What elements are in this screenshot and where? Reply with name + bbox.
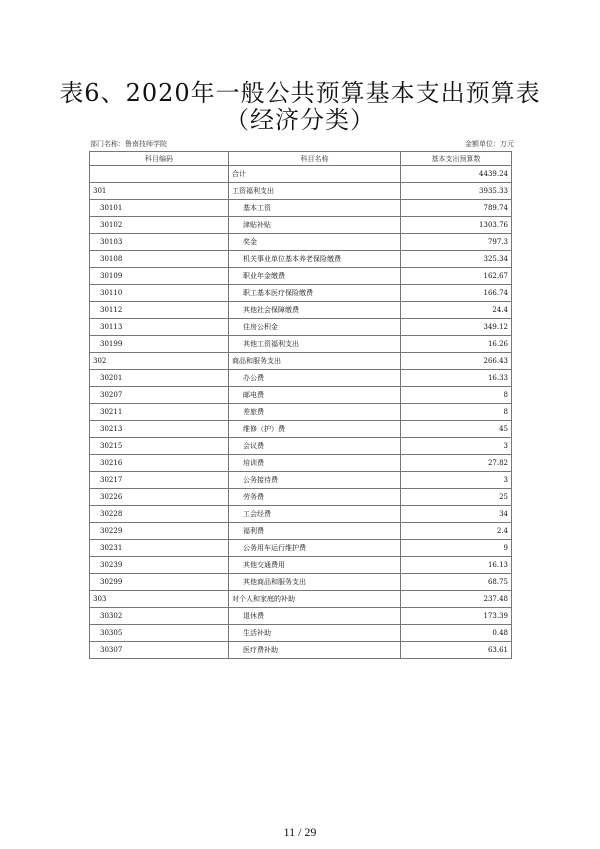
cell-name: 奖金 xyxy=(229,234,401,251)
table-header-row xyxy=(90,152,512,166)
cell-amount: 162.67 xyxy=(401,268,512,285)
table-row xyxy=(90,183,512,200)
budget-table xyxy=(89,151,512,659)
table-row xyxy=(90,540,512,557)
cell-code: 30199 xyxy=(90,336,229,353)
cell-name: 机关事业单位基本养老保险缴费 xyxy=(229,251,401,268)
cell-name: 会议费 xyxy=(229,438,401,455)
cell-amount: 166.74 xyxy=(401,285,512,302)
cell-code xyxy=(90,166,229,183)
header-name: 科目名称 xyxy=(229,152,401,166)
cell-amount: 2.4 xyxy=(401,523,512,540)
cell-amount: 3 xyxy=(401,472,512,489)
cell-name: 医疗费补助 xyxy=(229,642,401,659)
cell-name: 福利费 xyxy=(229,523,401,540)
table-row xyxy=(90,234,512,251)
table-row xyxy=(90,336,512,353)
cell-name: 职工基本医疗保险缴费 xyxy=(229,285,401,302)
table-row xyxy=(90,506,512,523)
cell-code: 30110 xyxy=(90,285,229,302)
cell-code: 30103 xyxy=(90,234,229,251)
table-row xyxy=(90,370,512,387)
cell-name: 公务用车运行维护费 xyxy=(229,540,401,557)
department-label: 部门名称：鲁南技师学院 xyxy=(90,140,167,148)
table-row xyxy=(90,557,512,574)
table-row xyxy=(90,251,512,268)
cell-amount: 68.75 xyxy=(401,574,512,591)
document-title xyxy=(0,80,600,134)
table-row xyxy=(90,387,512,404)
cell-code: 30299 xyxy=(90,574,229,591)
cell-name: 其他商品和服务支出 xyxy=(229,574,401,591)
cell-name: 合计 xyxy=(229,166,401,183)
table-row xyxy=(90,489,512,506)
table-row xyxy=(90,319,512,336)
cell-code: 30101 xyxy=(90,200,229,217)
cell-amount: 325.34 xyxy=(401,251,512,268)
cell-code: 302 xyxy=(90,353,229,370)
page-number: 11 / 29 xyxy=(283,825,317,839)
table-body xyxy=(90,166,512,659)
cell-amount: 4439.24 xyxy=(401,166,512,183)
cell-code: 30307 xyxy=(90,642,229,659)
cell-amount: 24.4 xyxy=(401,302,512,319)
cell-name: 生活补助 xyxy=(229,625,401,642)
cell-name: 工资福利支出 xyxy=(229,183,401,200)
cell-amount: 27.82 xyxy=(401,455,512,472)
cell-name: 培训费 xyxy=(229,455,401,472)
cell-amount: 25 xyxy=(401,489,512,506)
cell-code: 303 xyxy=(90,591,229,608)
cell-amount: 8 xyxy=(401,404,512,421)
cell-name: 职业年金缴费 xyxy=(229,268,401,285)
cell-code: 30102 xyxy=(90,217,229,234)
table-row xyxy=(90,285,512,302)
cell-code: 30215 xyxy=(90,438,229,455)
table-row xyxy=(90,353,512,370)
cell-code: 30207 xyxy=(90,387,229,404)
cell-code: 30217 xyxy=(90,472,229,489)
cell-code: 30239 xyxy=(90,557,229,574)
table-row xyxy=(90,455,512,472)
cell-amount: 0.48 xyxy=(401,625,512,642)
table-row xyxy=(90,574,512,591)
cell-name: 公务接待费 xyxy=(229,472,401,489)
table-row xyxy=(90,302,512,319)
cell-name: 邮电费 xyxy=(229,387,401,404)
table-row xyxy=(90,472,512,489)
cell-name: 退休费 xyxy=(229,608,401,625)
cell-code: 30108 xyxy=(90,251,229,268)
cell-amount: 1303.76 xyxy=(401,217,512,234)
cell-amount: 3 xyxy=(401,438,512,455)
cell-name: 基本工资 xyxy=(229,200,401,217)
unit-label: 金额单位：万元 xyxy=(465,140,514,148)
table-row xyxy=(90,421,512,438)
cell-amount: 9 xyxy=(401,540,512,557)
cell-name: 对个人和家庭的补助 xyxy=(229,591,401,608)
cell-amount: 3935.33 xyxy=(401,183,512,200)
cell-name: 商品和服务支出 xyxy=(229,353,401,370)
cell-code: 30109 xyxy=(90,268,229,285)
cell-amount: 237.48 xyxy=(401,591,512,608)
table-row xyxy=(90,268,512,285)
cell-code: 30302 xyxy=(90,608,229,625)
cell-code: 30211 xyxy=(90,404,229,421)
table-row xyxy=(90,591,512,608)
cell-code: 30213 xyxy=(90,421,229,438)
cell-code: 30226 xyxy=(90,489,229,506)
cell-code: 30228 xyxy=(90,506,229,523)
cell-amount: 34 xyxy=(401,506,512,523)
cell-code: 30113 xyxy=(90,319,229,336)
header-code: 科目编码 xyxy=(90,152,229,166)
table-row xyxy=(90,166,512,183)
cell-code: 30112 xyxy=(90,302,229,319)
cell-name: 办公费 xyxy=(229,370,401,387)
cell-code: 30229 xyxy=(90,523,229,540)
cell-code: 30305 xyxy=(90,625,229,642)
title-line-1: 表6、2020年一般公共预算基本支出预算表 xyxy=(59,79,541,107)
cell-code: 30231 xyxy=(90,540,229,557)
cell-name: 住房公积金 xyxy=(229,319,401,336)
table-row xyxy=(90,523,512,540)
table-row xyxy=(90,625,512,642)
cell-amount: 266.43 xyxy=(401,353,512,370)
cell-amount: 789.74 xyxy=(401,200,512,217)
header-amount: 基本支出预算数 xyxy=(401,152,512,166)
cell-name: 其他交通费用 xyxy=(229,557,401,574)
table-row xyxy=(90,608,512,625)
cell-amount: 349.12 xyxy=(401,319,512,336)
table-row xyxy=(90,217,512,234)
cell-code: 30201 xyxy=(90,370,229,387)
cell-name: 其他工资福利支出 xyxy=(229,336,401,353)
cell-amount: 16.33 xyxy=(401,370,512,387)
cell-name: 维修（护）费 xyxy=(229,421,401,438)
cell-name: 工会经费 xyxy=(229,506,401,523)
table-row xyxy=(90,200,512,217)
cell-name: 差旅费 xyxy=(229,404,401,421)
table-row xyxy=(90,642,512,659)
table-row xyxy=(90,404,512,421)
cell-amount: 63.61 xyxy=(401,642,512,659)
cell-code: 30216 xyxy=(90,455,229,472)
title-line-2: （经济分类） xyxy=(225,106,375,134)
cell-name: 其他社会保障缴费 xyxy=(229,302,401,319)
cell-amount: 173.39 xyxy=(401,608,512,625)
cell-amount: 16.13 xyxy=(401,557,512,574)
cell-amount: 16.26 xyxy=(401,336,512,353)
cell-name: 劳务费 xyxy=(229,489,401,506)
cell-amount: 8 xyxy=(401,387,512,404)
cell-name: 津贴补贴 xyxy=(229,217,401,234)
cell-code: 301 xyxy=(90,183,229,200)
cell-amount: 797.3 xyxy=(401,234,512,251)
table-row xyxy=(90,438,512,455)
cell-amount: 45 xyxy=(401,421,512,438)
